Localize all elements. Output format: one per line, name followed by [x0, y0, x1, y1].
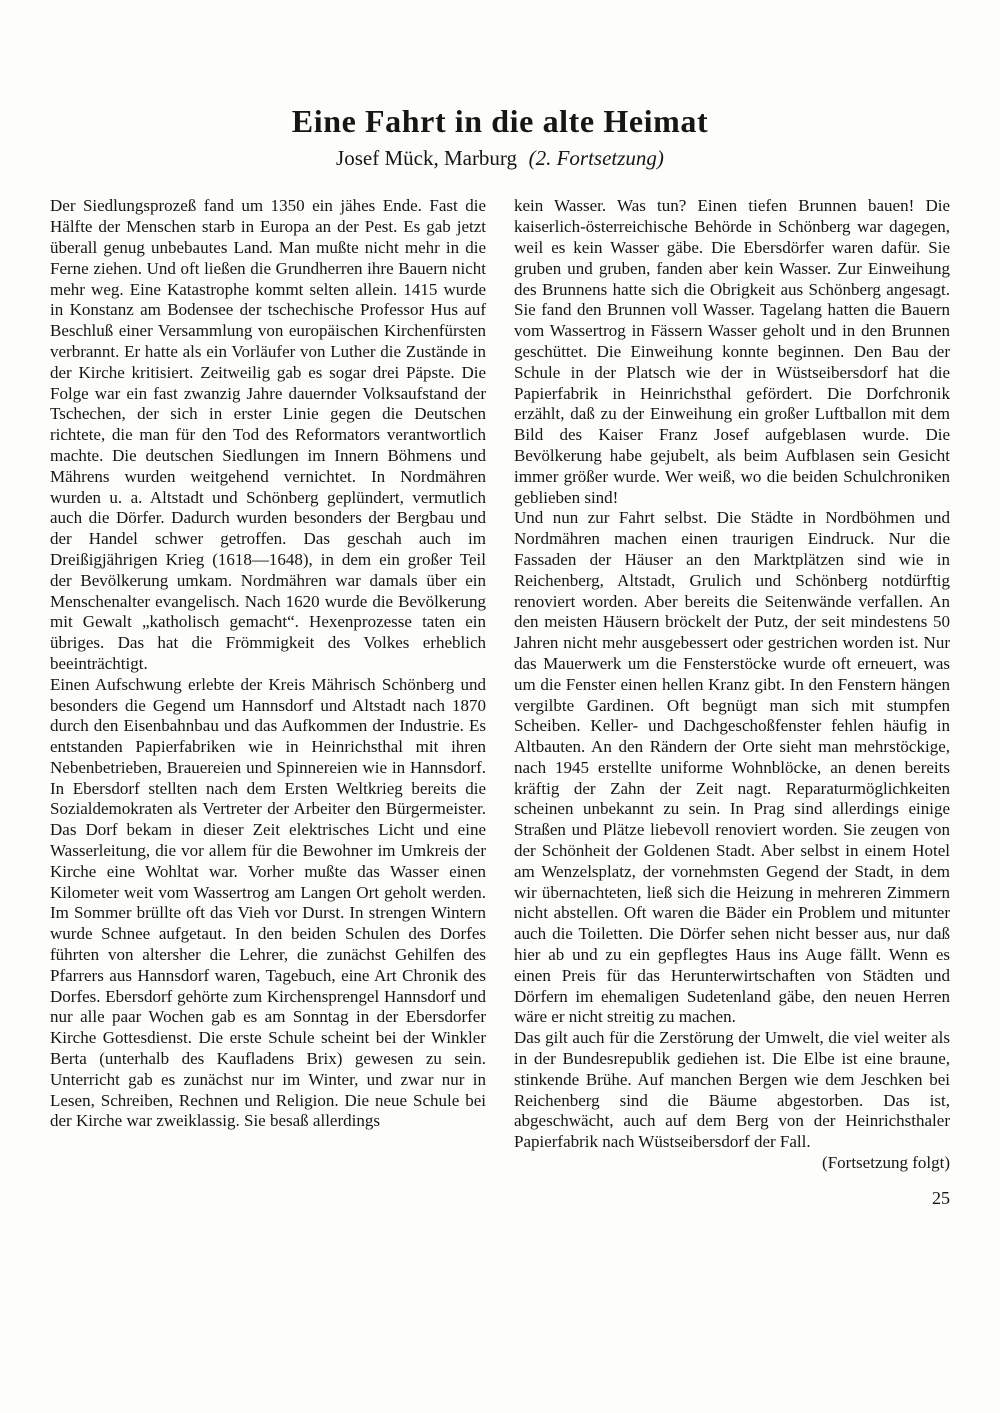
- page-footer: [50, 1188, 950, 1209]
- article-byline: [50, 146, 950, 171]
- paragraph: Der Siedlungsprozeß fand um 1350 ein jähes Ende. Fast die Hälfte der Menschen starb in Europa an der Pest. Es gab jetzt überall genug unbebautes Land. Man mußte nicht mehr in die Ferne ziehen. Und oft ließen die Grundherren ihre Bauern nicht mehr weg. Eine Katastrophe kommt selten allein. 1415 wurde in Konstanz am Bodensee der tschechische Professor Hus auf Beschluß einer Versammlung von europäischen Kirchenfürsten verbrannt. Er hatte als ein Vorläufer von Luther die Zustände in der Kirche kritisiert. Zeitweilig gab es sogar drei Päpste. Die Folge war ein fast zwanzig Jahre dauernder Volksaufstand der Tschechen, der sich in erster Linie gegen die Deutschen richtete, die man für den Tod des Reformators verantwortlich machte. Die deutschen Siedlungen im Innern Böhmens und Mährens wurden weitgehend vernichtet. In Nordmähren wurden u. a. Altstadt und Schönberg geplündert, vermutlich auch die Dörfer. Dadurch wurden besonders der Bergbau und der Handel schwer getroffen. Das geschah auch im Dreißigjährigen Krieg (1618—1648), in dem ein großer Teil der Bevölkerung umkam. Nordmähren war damals über ein Menschenalter evangelisch. Nach 1620 wurde die Bevölkerung mit Gewalt „katholisch gemacht“. Hexenprozesse taten ein übriges. Das hat die Frömmigkeit des Volkes erheblich beeinträchtigt.: [50, 196, 486, 673]
- paragraph: Einen Aufschwung erlebte der Kreis Mährisch Schönberg und besonders die Gegend um Hannsdorf und Altstadt nach 1870 durch den Eisenbahnbau und das Aufkommen der Industrie. Es entstanden Papierfabriken wie in Heinrichsthal mit ihren Nebenbetrieben, Brauereien und Spinnereien wie in Hannsdorf. In Ebersdorf stellten nach dem Ersten Weltkrieg bereits die Sozialdemokraten als Vertreter der Arbeiter den Bürgermeister. Das Dorf bekam in dieser Zeit elektrisches Licht und eine Wasserleitung, die vor allem für die Bewohner im Umkreis der Kirche eine Wohltat war. Vorher mußte das Wasser einen Kilometer weit vom Wassertrog am Langen Ort geholt werden. Im Sommer brüllte oft das Vieh vor Durst. In strengen Wintern wurde Schnee aufgetaut. In den beiden Schulen des Dorfes führten von altersher die Lehrer, die zunächst Gehilfen des Pfarrers aus Hannsdorf waren, Tagebuch, eine Art Chronik des Dorfes. Ebersdorf gehörte zum Kirchensprengel Hannsdorf und nur alle paar Wochen gab es am Sonntag in der Ebersdorfer Kirche Gottesdienst. Die erste Schule scheint bei der Winkler Berta (unterhalb des Kaufladens Brix) gewesen zu sein. Unterricht gab es zunächst nur im Winter, und zwar nur in Lesen, Schreiben, Rechnen und Religion. Die neue Schule bei der Kirche war zweiklassig. Sie besaß allerdings: [50, 674, 486, 1131]
- byline-author: Josef Mück, Marburg: [336, 146, 518, 171]
- byline-continuation-note: (2. Fortsetzung): [528, 146, 664, 171]
- paragraph-text: Das gilt auch für die Zerstörung der Umwelt, die viel weiter als in der Bundesrepublik gediehen ist. Die Elbe ist eine braune, stinkende Brühe. Auf manchen Bergen wie dem Jeschken bei Reichenberg sind die Bäume abgestorben. Das ist, abgeschwächt, auch auf dem Berg von der Heinrichsthaler Papierfabrik nach Wüstseibersdorf der Fall.: [514, 1028, 950, 1152]
- continuation-note: (Fortsetzung folgt): [822, 1153, 950, 1173]
- article-body: [50, 196, 950, 1173]
- right-column: [514, 196, 950, 1173]
- article-header: [50, 104, 950, 171]
- page-number: 25: [932, 1187, 950, 1208]
- paragraph: Und nun zur Fahrt selbst. Die Städte in Nordböhmen und Nordmähren machen einen traurigen Eindruck. Nur die Fassaden der Häuser an den Marktplätzen sind wie in Reichenberg, Altstadt, Grulich und Schönberg notdürftig renoviert worden. Aber bereits die Seitenwände verfallen. An den meisten Häusern bröckelt der Putz, der seit mindestens 50 Jahren nicht mehr ausgebessert oder gestrichen worden ist. Nur das Mauerwerk um die Fensterstöcke wurde oft erneuert, was um die Fenster einen hellen Kranz gibt. In den Fenstern hängen vergilbte Gardinen. Oft begnügt man sich mit stumpfen Scheiben. Keller- und Dachgeschoßfenster fehlen häufig in Altbauten. An den Rändern der Orte sieht man mehrstöckige, nach 1945 erstellte uniforme Wohnblöcke, an denen bereits kräftig der Zahn der Zeit nagt. Reparaturmöglichkeiten scheinen unbekannt zu sein. In Prag sind allerdings einige Straßen und Plätze liebevoll renoviert worden. Sie zeugen von der Schönheit der Goldenen Stadt. Aber selbst in einem Hotel am Wenzelsplatz, der vornehmsten Gegend der Stadt, in dem wir übernachteten, ließ sich die Heizung in mehreren Zimmern nicht abstellen. Oft waren die Bäder ein Problem und mitunter auch die Toiletten. Die Dörfer sehen nicht besser aus, nur daß hier ab und zu ein gepflegtes Haus ins Auge fällt. Wenn es einen Preis für das Herunterwirtschaften von Städten und Dörfern im ehemaligen Sudetenland gäbe, den neuen Herren wäre er nicht streitig zu machen.: [514, 508, 950, 1027]
- left-column: [50, 196, 486, 1173]
- paragraph: kein Wasser. Was tun? Einen tiefen Brunnen bauen! Die kaiserlich-österreichische Behörde in Schönberg war dagegen, weil es kein Wasser gäbe. Die Ebersdörfer waren dafür. Sie gruben und gruben, fanden aber kein Wasser. Zur Einweihung des Brunnens hatte sich die Obrigkeit aus Schönberg angesagt. Sie fand den Brunnen voll Wasser. Tagelang hatten die Bauern vom Wassertrog in Fässern Wasser geholt und in den Brunnen geschüttet. Die Einweihung konnte beginnen. Den Bau der Schule in der Platsch wie der in Wüstseibersdorf hat die Papierfabrik in Heinrichsthal gefördert. Die Dorfchronik erzählt, daß zu der Einweihung ein großer Luftballon mit dem Bild des Kaiser Franz Josef aufgeblasen wurde. Die Bevölkerung habe gejubelt, als beim Aufblasen sein Gesicht immer größer wurde. Wer weiß, wo die beiden Schulchroniken geblieben sind!: [514, 196, 950, 507]
- paragraph: [514, 1028, 950, 1173]
- article-title: Eine Fahrt in die alte Heimat: [291, 103, 709, 139]
